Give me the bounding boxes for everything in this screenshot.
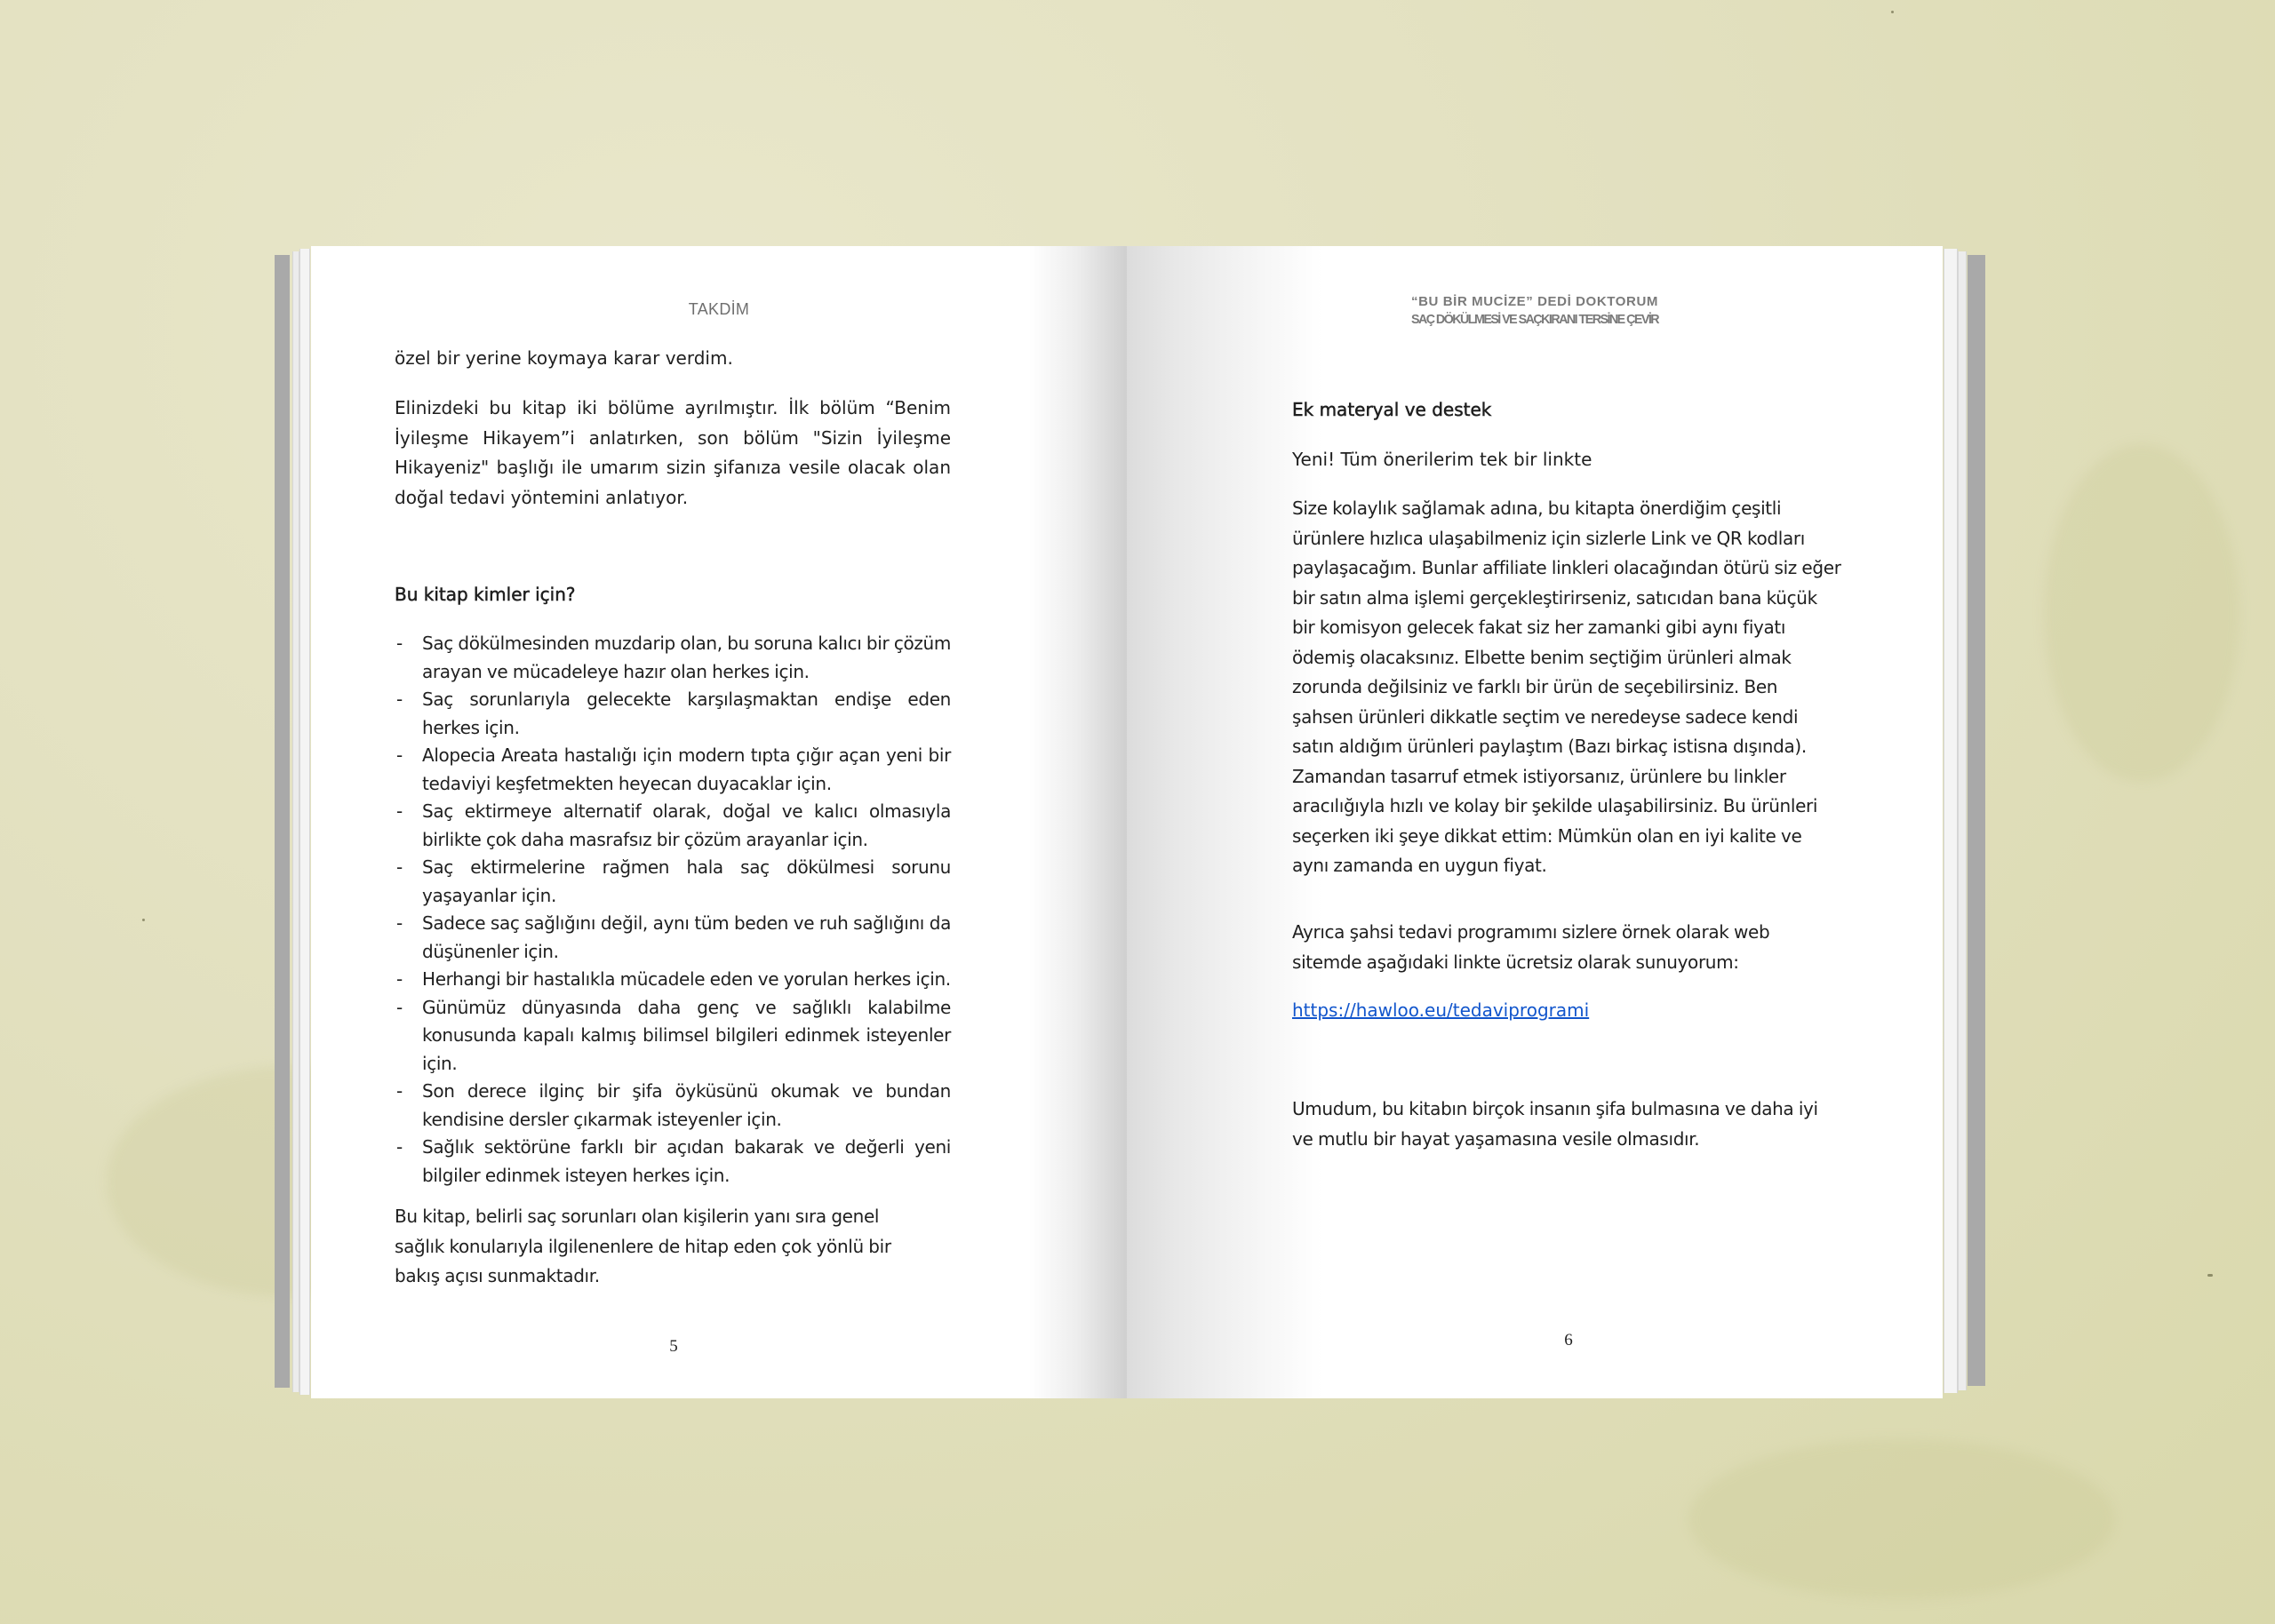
dash-bullet: - xyxy=(396,996,403,1018)
dash-bullet: - xyxy=(396,689,403,710)
list-item: - Saç ektirmeye alternatif olarak, doğal ve kalıcı olmasıyla birlikte çok daha masrafsız bir çözüm arayanlar için. xyxy=(395,798,951,854)
background-texture xyxy=(1688,1439,2115,1599)
list-item: - Alopecia Areata hastalığı için modern tıpta çığır açan yeni bir tedaviyi keşfetmekten heyecan duyacaklar için. xyxy=(395,742,951,798)
dash-bullet: - xyxy=(396,744,403,766)
dash-bullet: - xyxy=(396,1136,403,1158)
running-header-title: “BU BİR MUCİZE” DEDİ DOKTORUM xyxy=(1411,294,1658,309)
dash-bullet: - xyxy=(396,856,403,878)
list-item: - Saç dökülmesinden muzdarip olan, bu soruna kalıcı bir çözüm arayan ve mücadeleye hazır olan herkes için. xyxy=(395,630,951,686)
running-header-subtitle: SAÇ DÖKÜLMESİ VE SAÇKIRANI TERSİNE ÇEVİR xyxy=(1410,312,1659,327)
dash-bullet: - xyxy=(396,912,403,934)
page-stack-left xyxy=(292,251,299,1392)
audience-list xyxy=(395,630,951,1190)
section-heading: Bu kitap kimler için? xyxy=(395,584,576,605)
list-item: - Sağlık sektörüne farklı bir açıdan bakarak ve değerli yeni bilgiler edinmek isteyen herkes için. xyxy=(395,1134,951,1190)
background-speck xyxy=(142,919,145,921)
dash-bullet: - xyxy=(396,968,403,990)
list-item: - Günümüz dünyasında daha genç ve sağlıklı kalabilme konusunda kapalı kalmış bilimsel bilgileri edinmek isteyenler için. xyxy=(395,994,951,1079)
list-item: - Herhangi bir hastalıkla mücadele eden ve yorulan herkes için. xyxy=(395,966,951,994)
list-item: - Saç sorunlarıyla gelecekte karşılaşmaktan endişe eden herkes için. xyxy=(395,686,951,742)
book-cover-left xyxy=(275,255,290,1388)
running-header xyxy=(1127,293,1943,329)
page-stack-right xyxy=(1958,251,1967,1390)
page-stack-right xyxy=(1944,249,1958,1393)
intro-line: özel bir yerine koymaya karar verdim. xyxy=(395,347,733,369)
closing-paragraph: Bu kitap, belirli saç sorunları olan kişilerin yanı sıra genel sağlık konularıyla ilgilenenlere de hitap eden çok yönlü bir bakış açısı sunmaktadır. xyxy=(395,1206,891,1286)
list-item: - Saç ektirmelerine rağmen hala saç dökülmesi sorunu yaşayanlar için. xyxy=(395,854,951,910)
intro-paragraph: Elinizdeki bu kitap iki bölüme ayrılmıştır. İlk bölüm “Benim İyileşme Hikayem”i anlatırken, son bölüm "Sizin İyileşme Hikayeniz" başlığı ile umarım sizin şifanıza vesile olacak olan doğal tedavi yöntemini anlatıyor. xyxy=(395,397,951,508)
dash-bullet: - xyxy=(396,633,403,654)
dash-bullet: - xyxy=(396,800,403,822)
book-cover-right xyxy=(1968,255,1985,1386)
list-item: - Son derece ilginç bir şifa öyküsünü okumak ve bundan kendisine dersler çıkarmak isteyenler için. xyxy=(395,1078,951,1134)
running-header: TAKDİM xyxy=(688,300,750,318)
affiliate-paragraph: Size kolaylık sağlamak adına, bu kitapta önerdiğim çeşitli ürünlere hızlıca ulaşabilmeniz için sizlerle Link ve QR kodları paylaşacağım. Bunlar affiliate linkleri olacağından ötürü siz eğer bir satın alma işlemi gerçekleştirirseniz, satıcıdan bana küçük bir komisyon gelecek fakat siz her zamanki gibi aynı fiyatı ödemiş olacaksınız. Elbette benim seçtiğim ürünleri almak zorunda değilsiniz ve farklı bir ürün de seçebilirsiniz. Ben şahsen ürünleri dikkatle seçtim ve neredeyse sadece kendi satın aldığım ürünleri paylaştım (Bazı birkaç istisna dışında). Zamandan tasarruf etmek istiyorsanız, ürünlere bu linkler aracılığıyla hızlı ve kolay bir şekilde ulaşabilirsiniz. Bu ürünleri seçerken iki şeye dikkat ettim: Mümkün olan en iyi kalite ve aynı zamanda en uygun fiyat. xyxy=(1292,498,1841,876)
page-number: 6 xyxy=(1564,1331,1573,1349)
background-texture xyxy=(2044,444,2239,782)
page-stack-left xyxy=(299,249,310,1395)
right-page xyxy=(1127,246,1943,1398)
closing-paragraph: Umudum, bu kitabın birçok insanın şifa bulmasına ve daha iyi ve mutlu bir hayat yaşamasına vesile olmasıdır. xyxy=(1292,1098,1818,1150)
dash-bullet: - xyxy=(396,1080,403,1102)
program-link[interactable]: https://hawloo.eu/tedaviprogrami xyxy=(1292,999,1590,1021)
section-heading: Ek materyal ve destek xyxy=(1292,399,1492,420)
background-speck xyxy=(2207,1274,2213,1277)
program-paragraph: Ayrıca şahsi tedavi programımı sizlere örnek olarak web sitemde aşağıdaki linkte ücretsiz olarak sunuyorum: xyxy=(1292,921,1770,973)
background-speck xyxy=(1891,11,1894,13)
left-page xyxy=(311,246,1127,1398)
page-number: 5 xyxy=(669,1337,678,1356)
list-item: - Sadece saç sağlığını değil, aynı tüm beden ve ruh sağlığını da düşünenler için. xyxy=(395,910,951,966)
subheading: Yeni! Tüm önerilerim tek bir linkte xyxy=(1292,449,1592,470)
